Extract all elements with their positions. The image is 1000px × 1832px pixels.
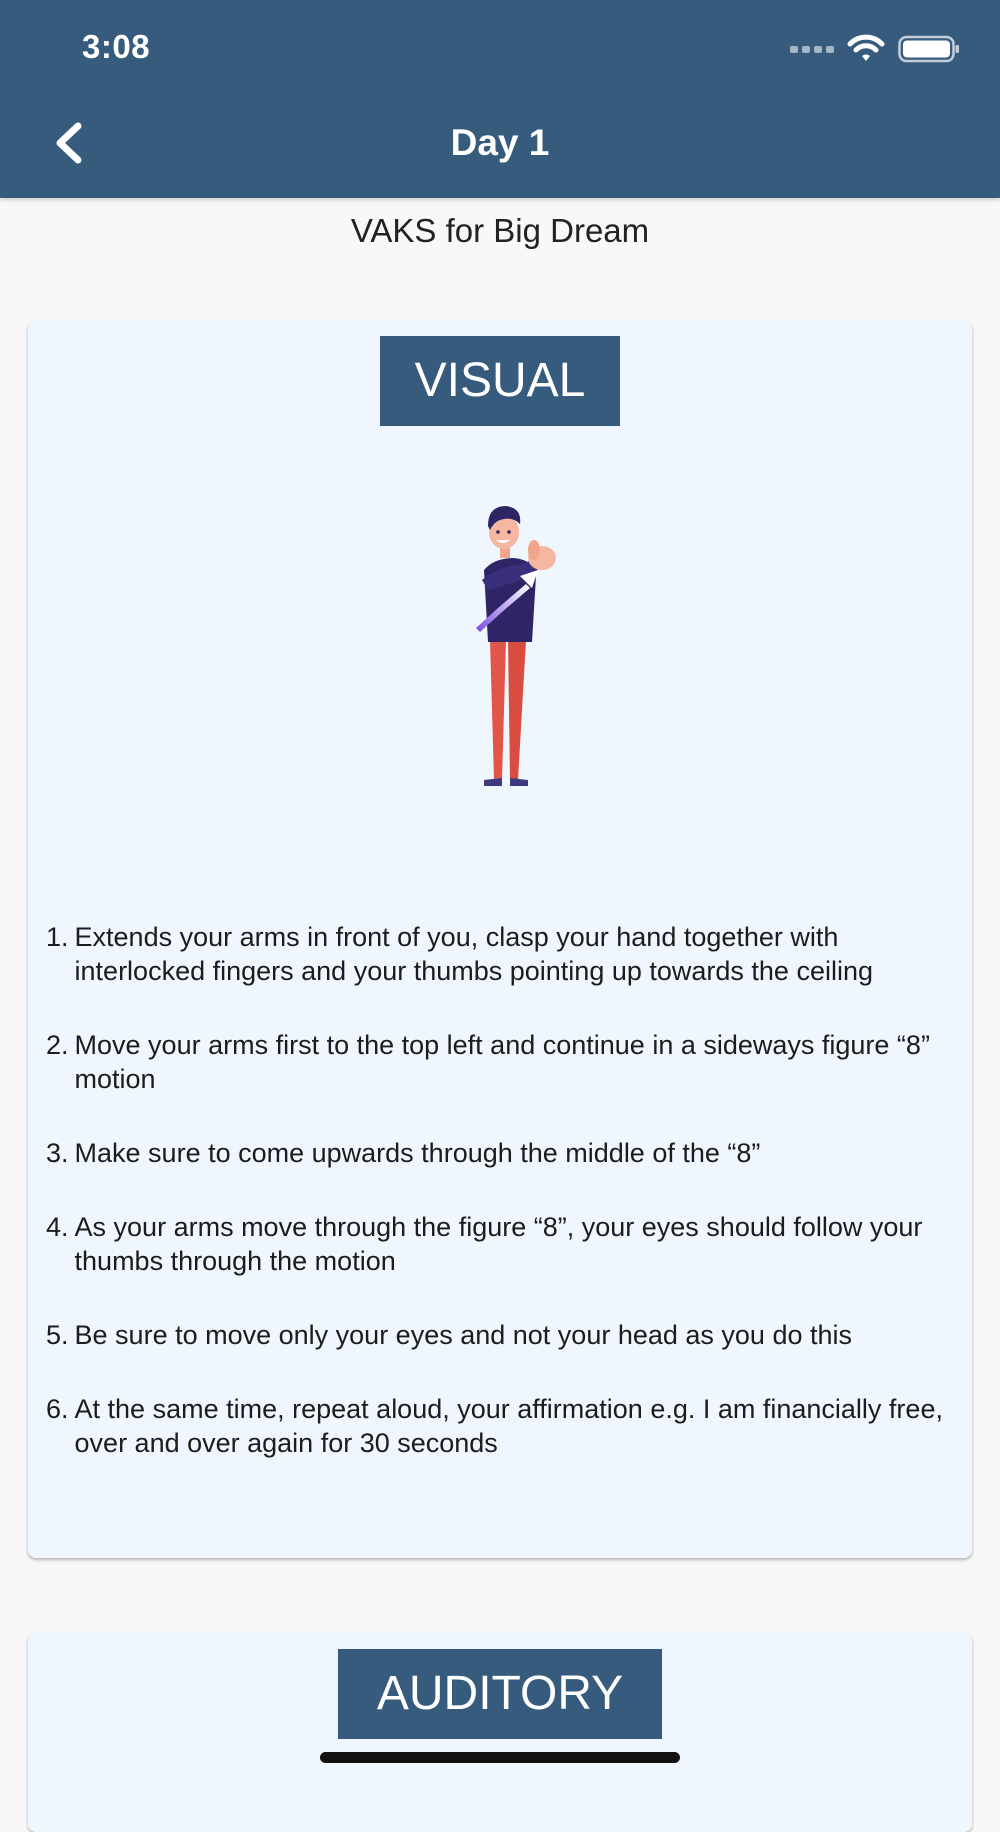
step-text: Extends your arms in front of you, clasp your hand together with interlocked fingers and your thumbs pointing up towards the ceiling bbox=[74, 922, 873, 986]
list-item bbox=[46, 1318, 956, 1352]
visual-steps-list bbox=[46, 920, 956, 1500]
cellular-signal-icon bbox=[790, 46, 834, 53]
step-text: Make sure to come upwards through the middle of the “8” bbox=[74, 1138, 761, 1168]
visual-card bbox=[28, 320, 972, 1558]
step-number: 6. bbox=[46, 1394, 69, 1424]
list-item bbox=[46, 1028, 956, 1096]
home-indicator[interactable] bbox=[320, 1752, 680, 1763]
status-icons bbox=[790, 34, 960, 64]
section-tag-auditory: AUDITORY bbox=[338, 1649, 662, 1739]
list-item bbox=[46, 1210, 956, 1278]
page-title: Day 1 bbox=[450, 122, 550, 163]
page-subtitle: VAKS for Big Dream bbox=[350, 212, 650, 249]
list-item bbox=[46, 920, 956, 988]
step-text: As your arms move through the figure “8”, your eyes should follow your thumbs through the motion bbox=[74, 1212, 923, 1276]
section-tag-visual: VISUAL bbox=[380, 336, 620, 426]
wifi-icon bbox=[846, 34, 886, 64]
step-text: Be sure to move only your eyes and not your head as you do this bbox=[74, 1320, 852, 1350]
step-text: Move your arms first to the top left and continue in a sideways figure “8” motion bbox=[74, 1030, 930, 1094]
status-time: 3:08 bbox=[82, 28, 151, 65]
step-text: At the same time, repeat aloud, your affirmation e.g. I am financially free, over and over again for 30 seconds bbox=[74, 1394, 943, 1458]
step-number: 4. bbox=[46, 1212, 69, 1242]
step-number: 1. bbox=[46, 922, 69, 952]
exercise-illustration bbox=[438, 488, 598, 788]
step-number: 5. bbox=[46, 1320, 69, 1350]
list-item bbox=[46, 1392, 956, 1460]
step-number: 2. bbox=[46, 1030, 69, 1060]
nav-header bbox=[0, 0, 1000, 198]
list-item bbox=[46, 1136, 956, 1170]
battery-icon bbox=[898, 35, 960, 63]
auditory-card bbox=[28, 1632, 972, 1832]
step-number: 3. bbox=[46, 1138, 69, 1168]
